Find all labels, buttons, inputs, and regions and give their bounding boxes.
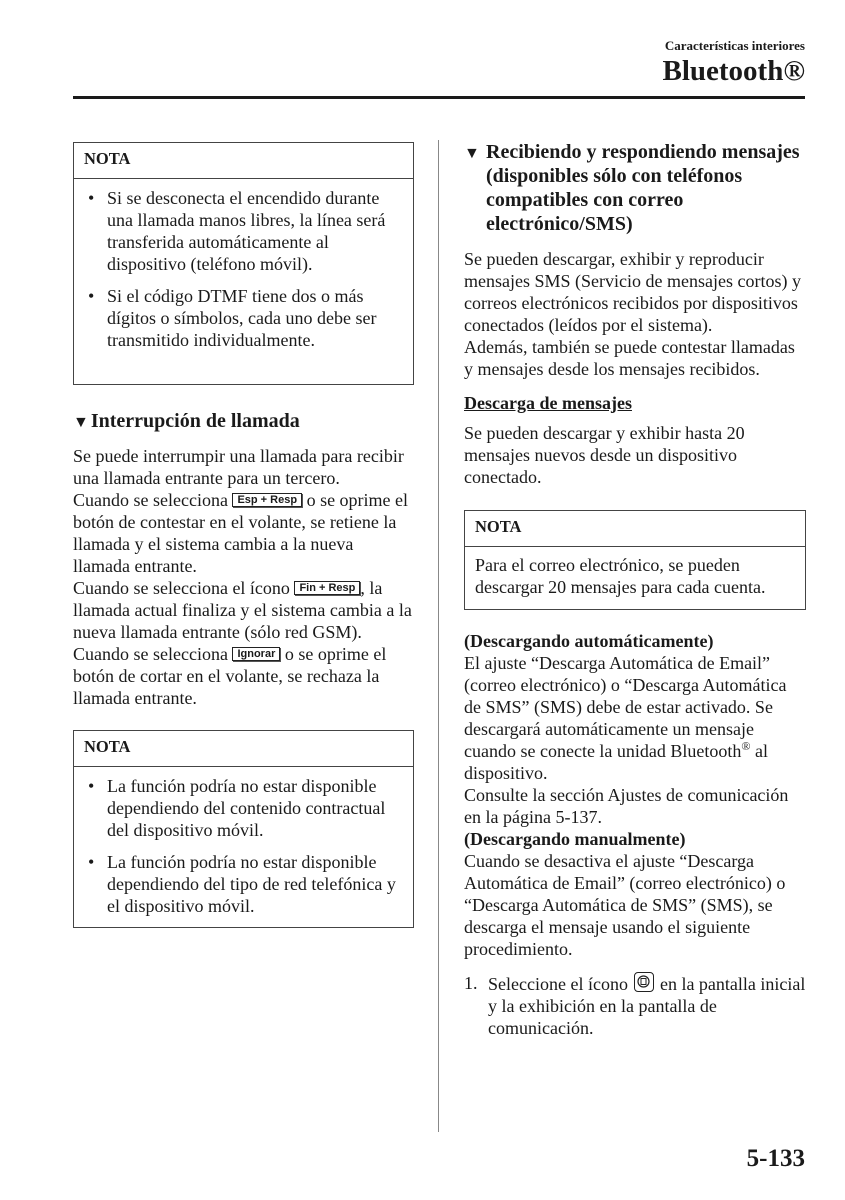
esp-resp-key: Esp + Resp	[232, 493, 302, 507]
left-column	[73, 142, 414, 928]
paragraph: Se puede interrumpir una llamada para recibir una llamada entrante para un tercero.	[73, 446, 404, 488]
subheading-manual: (Descargando manualmente)	[464, 829, 686, 849]
paragraph: Cuando se desactiva el ajuste “Descarga Automática de Email” (correo electrónico) o “Descarga Automática de SMS” (SMS), se descarga el mensaje usando el siguiente procedimiento.	[464, 851, 786, 959]
paragraph: Se pueden descargar y exhibir hasta 20 mensajes nuevos desde un dispositivo conectado.	[464, 423, 745, 487]
paragraph: Consulte la sección Ajustes de comunicación en la página 5-137.	[464, 785, 789, 827]
phone-screen-icon	[634, 972, 654, 992]
paragraph: Cuando se selecciona Esp + Resp o se oprime el botón de contestar en el volante, se retiene la llamada y el sistema cambia a la nueva llamada entrante.	[73, 490, 409, 576]
header-rule	[73, 96, 805, 99]
right-column	[464, 140, 806, 1039]
subheading-descarga: Descarga de mensajes	[464, 393, 632, 413]
nota-item: • La función podría no estar disponible dependiendo del tipo de red telefónica y el dispositivo móvil.	[88, 852, 396, 916]
paragraph: Cuando se selecciona el ícono Fin + Resp , la llamada actual finaliza y el sistema cambia a la nueva llamada entrante (sólo red GSM).	[73, 578, 412, 642]
nota-box-3	[464, 510, 806, 610]
page-number: 5-133	[746, 1145, 805, 1172]
paragraph: Cuando se selecciona Ignorar o se oprime el botón de cortar en el volante, se rechaza la llamada entrante.	[73, 644, 387, 708]
triangle-marker-icon: ▼	[464, 145, 480, 162]
nota-item: • La función podría no estar disponible dependiendo del contenido contractual del dispositivo móvil.	[88, 776, 386, 840]
step-item: 1. Seleccione el ícono en la pantalla inicial y la exhibición en la pantalla de comunicación.	[464, 973, 806, 1038]
header-title: Bluetooth®	[662, 55, 805, 87]
triangle-marker-icon: ▼	[73, 414, 89, 431]
nota-text: Para el correo electrónico, se pueden descargar 20 mensajes para cada cuenta.	[475, 555, 766, 597]
nota-body	[74, 767, 413, 925]
fin-resp-key: Fin + Resp	[294, 581, 360, 595]
paragraph: Además, también se puede contestar llamadas y mensajes desde los mensajes recibidos.	[464, 337, 795, 379]
section-heading: ▼ Recibiendo y respondiendo mensajes (disponibles sólo con teléfonos compatibles con correo electrónico/SMS)	[464, 141, 800, 235]
header-section-label: Características interiores	[664, 38, 805, 53]
nota-label: NOTA	[74, 731, 413, 767]
nota-box-1	[73, 142, 414, 385]
section-heading: ▼ Interrupción de llamada	[73, 409, 414, 435]
nota-label: NOTA	[74, 143, 413, 179]
nota-box-2	[73, 730, 414, 928]
nota-item: • Si el código DTMF tiene dos o más dígitos o símbolos, cada uno debe ser transmitido individualmente.	[88, 286, 377, 350]
ignorar-key: Ignorar	[232, 647, 280, 661]
nota-body	[74, 179, 413, 359]
paragraph: El ajuste “Descarga Automática de Email” (correo electrónico) o “Descarga Automática de SMS” (SMS) debe de estar activado. Se descargará automáticamente un mensaje cuando se conecte la unidad Bluetooth® al dispositivo.	[464, 653, 787, 783]
nota-label: NOTA	[465, 511, 805, 547]
nota-item: • Si se desconecta el encendido durante una llamada manos libres, la línea será transferida automáticamente al dispositivo (teléfono móvil).	[88, 188, 386, 274]
subheading-auto: (Descargando automáticamente)	[464, 631, 714, 651]
step-list	[464, 972, 806, 1039]
column-divider	[438, 140, 439, 1132]
paragraph: Se pueden descargar, exhibir y reproducir mensajes SMS (Servicio de mensajes cortos) y correos electrónicos recibidos por dispositivos conectados (leídos por el sistema).	[464, 249, 801, 335]
